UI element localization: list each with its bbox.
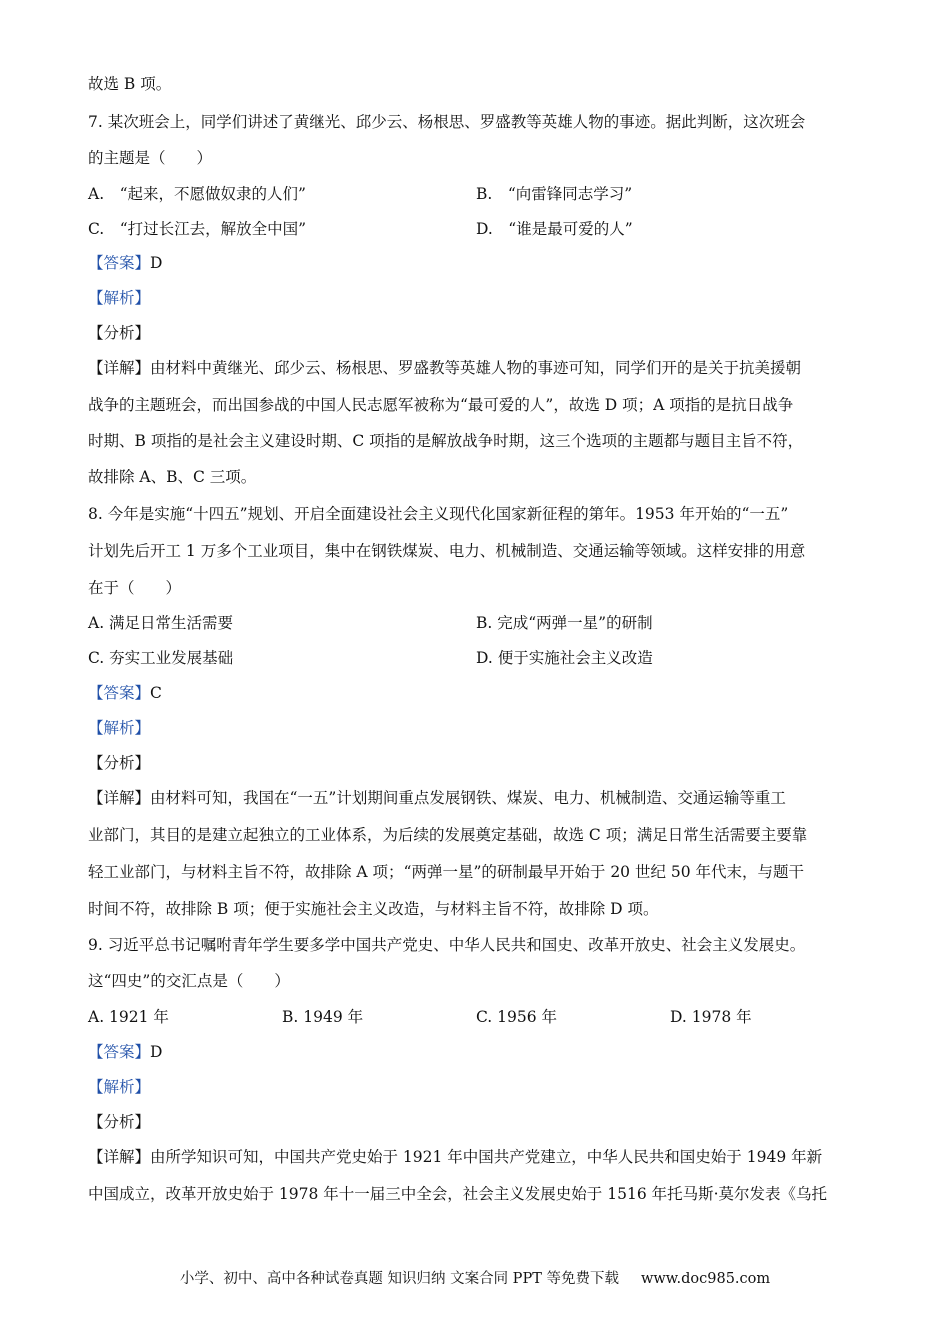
q8-option-a: A. 满足日常生活需要 [88,614,234,632]
question-7-stem-cont: 的主题是（ ） [88,149,213,167]
q8-option-b: B. 完成“两弹一星”的研制 [476,614,653,632]
q9-answer-line [88,1041,878,1063]
answer-label: 【答案】 [88,1043,151,1061]
q9-detail-line: 【详解】由所学知识可知，中国共产党史始于 1921 年中国共产党建立，中华人民共和国史始于 1949 年新 [88,1148,823,1166]
q8-detail-line: 业部门，其目的是建立起独立的工业体系，为后续的发展奠定基础，故选 C 项；满足日常生活需要主要靠 [88,826,808,844]
q8-detail-line: 时间不符，故排除 B 项；便于实施社会主义改造，与材料主旨不符，故排除 D 项。 [88,900,659,918]
question-9-stem: 9. 习近平总书记嘱咐青年学生要多学中国共产党史、中华人民共和国史、改革开放史、社会主义发展史。 [88,936,806,954]
q8-option-c: C. 夯实工业发展基础 [88,649,234,667]
q8-option-d: D. 便于实施社会主义改造 [476,649,653,667]
q9-detail-line: 中国成立，改革开放史始于 1978 年十一届三中全会，社会主义发展史始于 1516 年托马斯·莫尔发表《乌托 [88,1185,828,1203]
q8-detail-line: 【详解】由材料可知，我国在“一五”计划期间重点发展钢铁、煤炭、电力、机械制造、交通运输等重工 [88,789,786,807]
question-8-stem-cont: 计划先后开工 1 万多个工业项目，集中在钢铁煤炭、电力、机械制造、交通运输等领域。这样安排的用意 [88,542,806,560]
question-8-stem: 8. 今年是实施“十四五”规划、开启全面建设社会主义现代化国家新征程的第年。1953 年开始的“一五” [88,505,789,523]
footer-text: 小学、初中、高中各种试卷真题 知识归纳 文案合同 PPT 等免费下载 [179,1271,619,1287]
question-8-stem-cont: 在于（ ） [88,579,182,597]
q8-fenxi-label: 【分析】 [88,754,151,772]
q7-detail-line: 故排除 A、B、C 三项。 [88,468,257,486]
answer-label: 【答案】 [88,684,151,702]
q7-answer-value: D [150,254,163,272]
q7-answer-line [88,252,878,274]
q9-fenxi-label: 【分析】 [88,1113,151,1131]
text-line: 故选 B 项。 [88,75,172,93]
q9-option-d: D. 1978 年 [670,1008,752,1026]
page-footer [0,1268,950,1290]
q9-option-c: C. 1956 年 [476,1008,558,1026]
answer-label: 【答案】 [88,254,151,272]
q7-option-b: B. “向雷锋同志学习” [476,185,633,203]
question-7-stem: 7. 某次班会上，同学们讲述了黄继光、邱少云、杨根思、罗盛教等英雄人物的事迹。据此判断，这次班会 [88,113,806,131]
q8-jiexi-label: 【解析】 [88,719,151,737]
q7-detail-line: 战争的主题班会，而出国参战的中国人民志愿军被称为“最可爱的人”，故选 D 项；A 项指的是抗日战争 [88,396,794,414]
q7-option-c: C. “打过长江去，解放全中国” [88,220,307,238]
question-9-stem-cont: 这“四史”的交汇点是（ ） [88,972,290,990]
q9-option-a: A. 1921 年 [88,1008,169,1026]
q9-jiexi-label: 【解析】 [88,1078,151,1096]
q9-option-b: B. 1949 年 [282,1008,364,1026]
q8-answer-line [88,682,878,704]
footer-url: www.doc985.com [640,1271,771,1287]
q7-option-a: A. “起来，不愿做奴隶的人们” [88,185,306,203]
q7-detail-line: 时期、B 项指的是社会主义建设时期、C 项指的是解放战争时期，这三个选项的主题都与题目主旨不符， [88,432,804,450]
q9-answer-value: D [150,1043,163,1061]
q7-fenxi-label: 【分析】 [88,324,151,342]
q8-detail-line: 轻工业部门，与材料主旨不符，故排除 A 项；“两弹一星”的研制最早开始于 20 世纪 50 年代末，与题干 [88,863,805,881]
q7-option-d: D. “谁是最可爱的人” [476,220,633,238]
q7-jiexi-label: 【解析】 [88,289,151,307]
q7-detail-line: 【详解】由材料中黄继光、邱少云、杨根思、罗盛教等英雄人物的事迹可知，同学们开的是关于抗美援朝 [88,359,802,377]
q8-answer-value: C [150,684,162,702]
